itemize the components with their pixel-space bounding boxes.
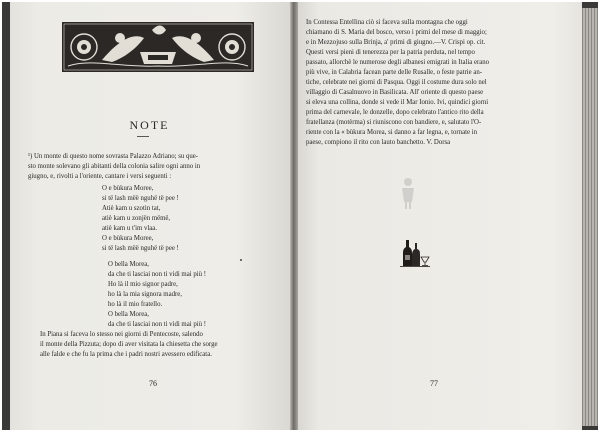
text-line: fratellanza (motèrma) si riuniscono con bandiere, e, salutato l'O- [306,119,482,126]
text-line: riente con la « bùkura Morea, si danno a far legna, e, tornate in [306,129,477,136]
title-rule [137,136,149,137]
text-line: chiamano di S. Maria del bosco, verso i primi del mese di maggio; [306,29,487,36]
page-number-left: 76 [149,379,157,388]
verse-line: si të lash mëë nguhë të pee ! [102,195,179,202]
page-number-right: 77 [430,379,438,388]
text-line: Questi versi pieni di tenerezza per la patria perduta, nel tempo [306,49,475,56]
verse-line: ho là il mio fratello. [108,301,163,308]
right-page-text [306,18,574,148]
text-line: ¹) Un monte di questo nome sovrasta Palazzo Adriano; su que- [28,153,199,160]
text-line: alle falde e che fu la prima che i padri nostri avessero edificata. [40,351,212,358]
footnote-paragraph [28,152,276,182]
text-line: In Piana si faceva lo stesso nei giorni di Pentecoste, salendo [40,331,203,338]
watermark-figure [397,176,419,210]
verse-line: atiè kam u zonjën mëmë, [102,215,171,222]
text-line: il monte della Pizzuta; dopo di aver visitata la chiesetta che sorge [40,341,218,348]
verse-line: si të lash mëë nguhë të pee ! [102,245,179,252]
text-line: prima del carnevale, le donzelle, dopo celebrato l'antico rito della [306,109,484,116]
verse-line: da che ti lasciai non ti vidi mai più ! [108,271,206,278]
verse-line: O bella Morea, [108,261,149,268]
text-line: passato, allorchè le numerose degli albanesi emigrati in Italia erano [306,59,490,66]
page-edges [582,8,598,426]
verse-line: Ho là il mio signor padre, [108,281,178,288]
text-line: più vive, in Calabria facean parte delle Rusalle, o feste patrie an- [306,69,483,76]
closing-paragraph [40,330,280,360]
verse-line: O e bùkura Moree, [102,185,154,192]
text-line: In Contessa Entellina ciò si faceva sulla montagna che oggi [306,19,468,26]
ornament-headpiece [62,22,254,72]
text-line: si eleva una collina, donde si vede il Mar Ionio. Ivi, quindici giorni [306,99,489,106]
bottles-vignette [399,238,431,268]
verse-line: O bella Morea, [108,311,149,318]
ink-mark [240,259,242,261]
book-gutter [290,2,298,430]
verse-line: atiè kam u t'im vlaa. [102,225,158,232]
text-line: e in Mezzojuso sulla Brinja, a' primi di giugno.—V. Crispi op. cit. [306,39,486,46]
verse-line: O e bùkura Moree, [102,235,154,242]
text-line: villaggio di Casalnuovo in Basilicata. All' oriente di questo paese [306,89,484,96]
text-line: paese, compiono il rito con lauto banchetto. V. Dorsa [306,139,451,146]
verse-line: ho là la mia signora madre, [108,291,182,298]
text-line: tiche, celebrate nei giorni di Pasqua. Oggi il costume dura solo nel [306,79,487,86]
notes-title: NOTE [129,118,170,132]
text-line: giugno, e, rivolti a l'oriente, cantare i versi seguenti : [28,173,172,180]
poem-albanian [102,184,179,254]
poem-italian [108,260,206,330]
verse-line: da che ti lasciai non ti vidi mai più ! [108,321,206,328]
text-line: sto monte solevano gli abitanti della colonia salire ogni anno in [28,163,201,170]
verse-line: Atiè kam u szotin tat, [102,205,161,212]
